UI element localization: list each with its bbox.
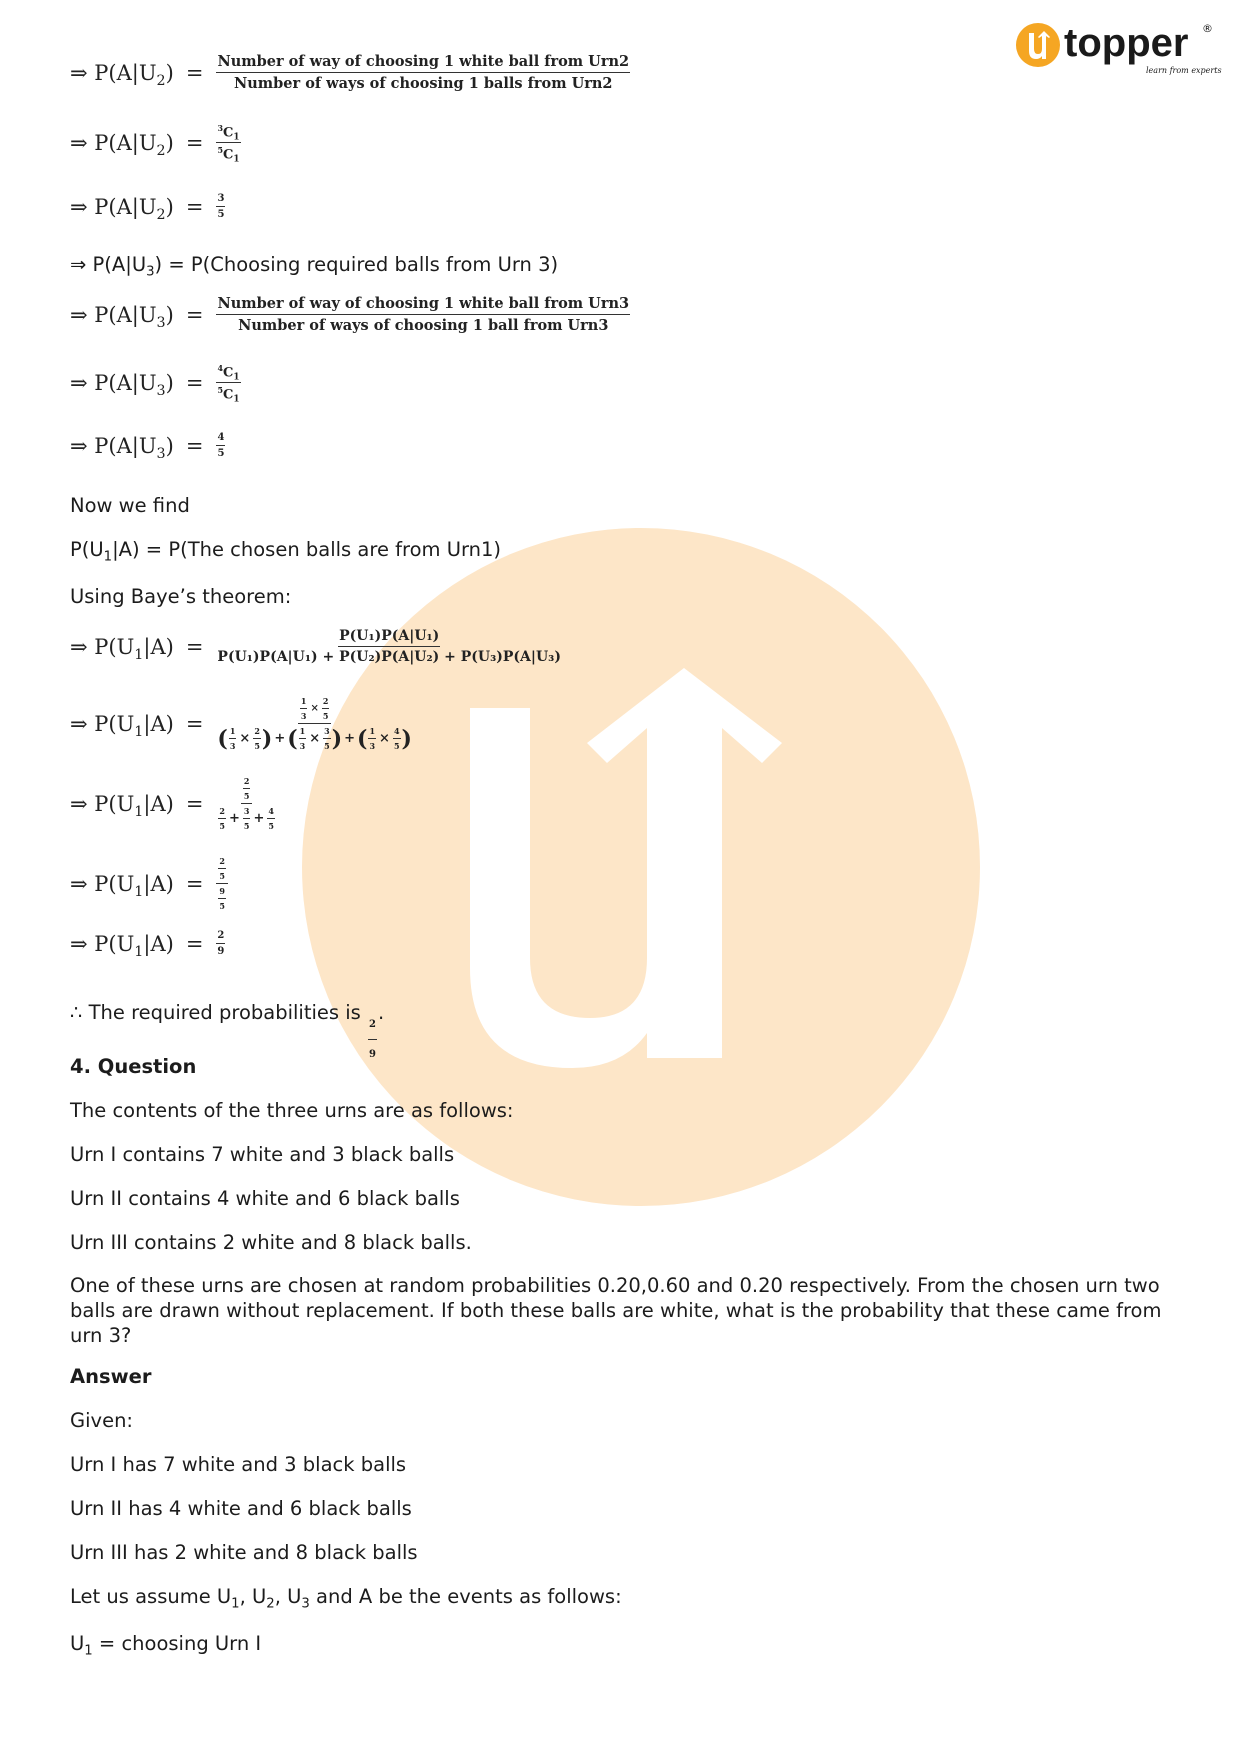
p-u1-a-statement: $P(U_1|A) = P(The$ chosen balls are from Urn1) [70,538,502,565]
question-line: Urn I contains 7 white and 3 black balls [70,1143,455,1166]
question-line: Urn III contains 2 white and 8 black balls. [70,1231,472,1254]
brand-logo [1016,18,1222,78]
question-intro: The contents of the three urns are as follows: [70,1099,514,1122]
equation-p-a-u2-definition: ⇒ $P(A|U_2)$ = $\frac{\text{Number of way of choosing 1 white ball from Urn2}}{\text{Number of ways of choosing 1 balls from Urn2}}$ [70,53,630,92]
brand-tagline: learn from experts [1146,66,1222,75]
u1-definition: $U_1$ = choosing Urn I [70,1632,262,1659]
now-we-find-text: Now we find [70,494,190,517]
answer-given: Given: [70,1409,133,1432]
equation-p-a-u3-combination: ⇒ $P(A|U_3)$ = $\frac{^4C_1}{^5C_1}$ [70,363,240,405]
question-line: Urn II contains 4 white and 6 black balls [70,1187,460,1210]
p-a-u3-statement: ⇒ $P(A|U_3)$ = P(Choosing required balls from Urn 3) [70,253,559,280]
bayes-theorem-text: Using Baye’s theorem: [70,585,292,608]
answer-heading: Answer [70,1365,152,1388]
question-body: One of these urns are chosen at random probabilities 0.20,0.60 and 0.20 respectively. From the chosen urn two balls are drawn without replacement. If both these balls are white, what is the probability that these came from urn 3? [70,1274,1162,1347]
equation-p-a-u3-result: ⇒ $P(A|U_3)$ = $\frac{4}{5}$ [70,432,225,462]
answer-line: Urn II has 4 white and 6 black balls [70,1497,412,1520]
registered-mark: ® [1202,22,1213,35]
assume-events-text: Let us assume $U_1$, $U_2$, $U_3$ and A be the events as follows: [70,1585,622,1612]
answer-line: Urn III has 2 white and 8 black balls [70,1541,418,1564]
equation-p-a-u3-definition: ⇒ $P(A|U_3)$ = $\frac{\text{Number of way of choosing 1 white ball from Urn3}}{\text{Number of ways of choosing 1 ball from Urn3}}$ [70,295,630,334]
equation-p-a-u2-combination: ⇒ $P(A|U_2)$ = $\frac{^3C_1}{^5C_1}$ [70,123,240,165]
equation-bayes-substituted: ⇒ $P(U_1|A)$ = $\frac{1}{3}$ × $\frac{2}{5}$ ( $\frac{1}{3}$ × $\frac{2}{5}$ ) + ( $\frac{1}{3}$ × $\frac{3}{5}$ ) + ( $\frac{1}{3}$ × $\frac{4}{5}$ ) [70,696,412,752]
brand-name: topper [1064,21,1189,65]
equation-bayes-simplified: ⇒ $P(U_1|A)$ = $\frac{2}{5}$ $\frac{2}{5}$ + $\frac{3}{5}$ + $\frac{4}{5}$ [70,776,274,831]
equation-bayes-general: ⇒ $P(U_1|A)$ = $\frac{\text{P(U₁)P(A|U₁)}}{\text{P(U₁)P(A|U₁) + P(U₂)P(A|U₂) + P(U₃)P(A|U₃)}}$ [70,628,561,665]
conclusion-text: ∴ The required probabilities is $\frac{2}{9}$ . [70,1001,385,1060]
answer-line: Urn I has 7 white and 3 black balls [70,1453,407,1476]
equation-bayes-result: ⇒ $P(U_1|A)$ = $\frac{2}{9}$ [70,930,225,960]
question-heading: 4. Question [70,1055,197,1078]
equation-p-a-u2-result: ⇒ $P(A|U_2)$ = $\frac{3}{5}$ [70,193,225,223]
equation-bayes-compound-fraction: ⇒ $P(U_1|A)$ = $\frac{\frac{2}{5}}{\frac{9}{5}}$ [70,856,229,911]
